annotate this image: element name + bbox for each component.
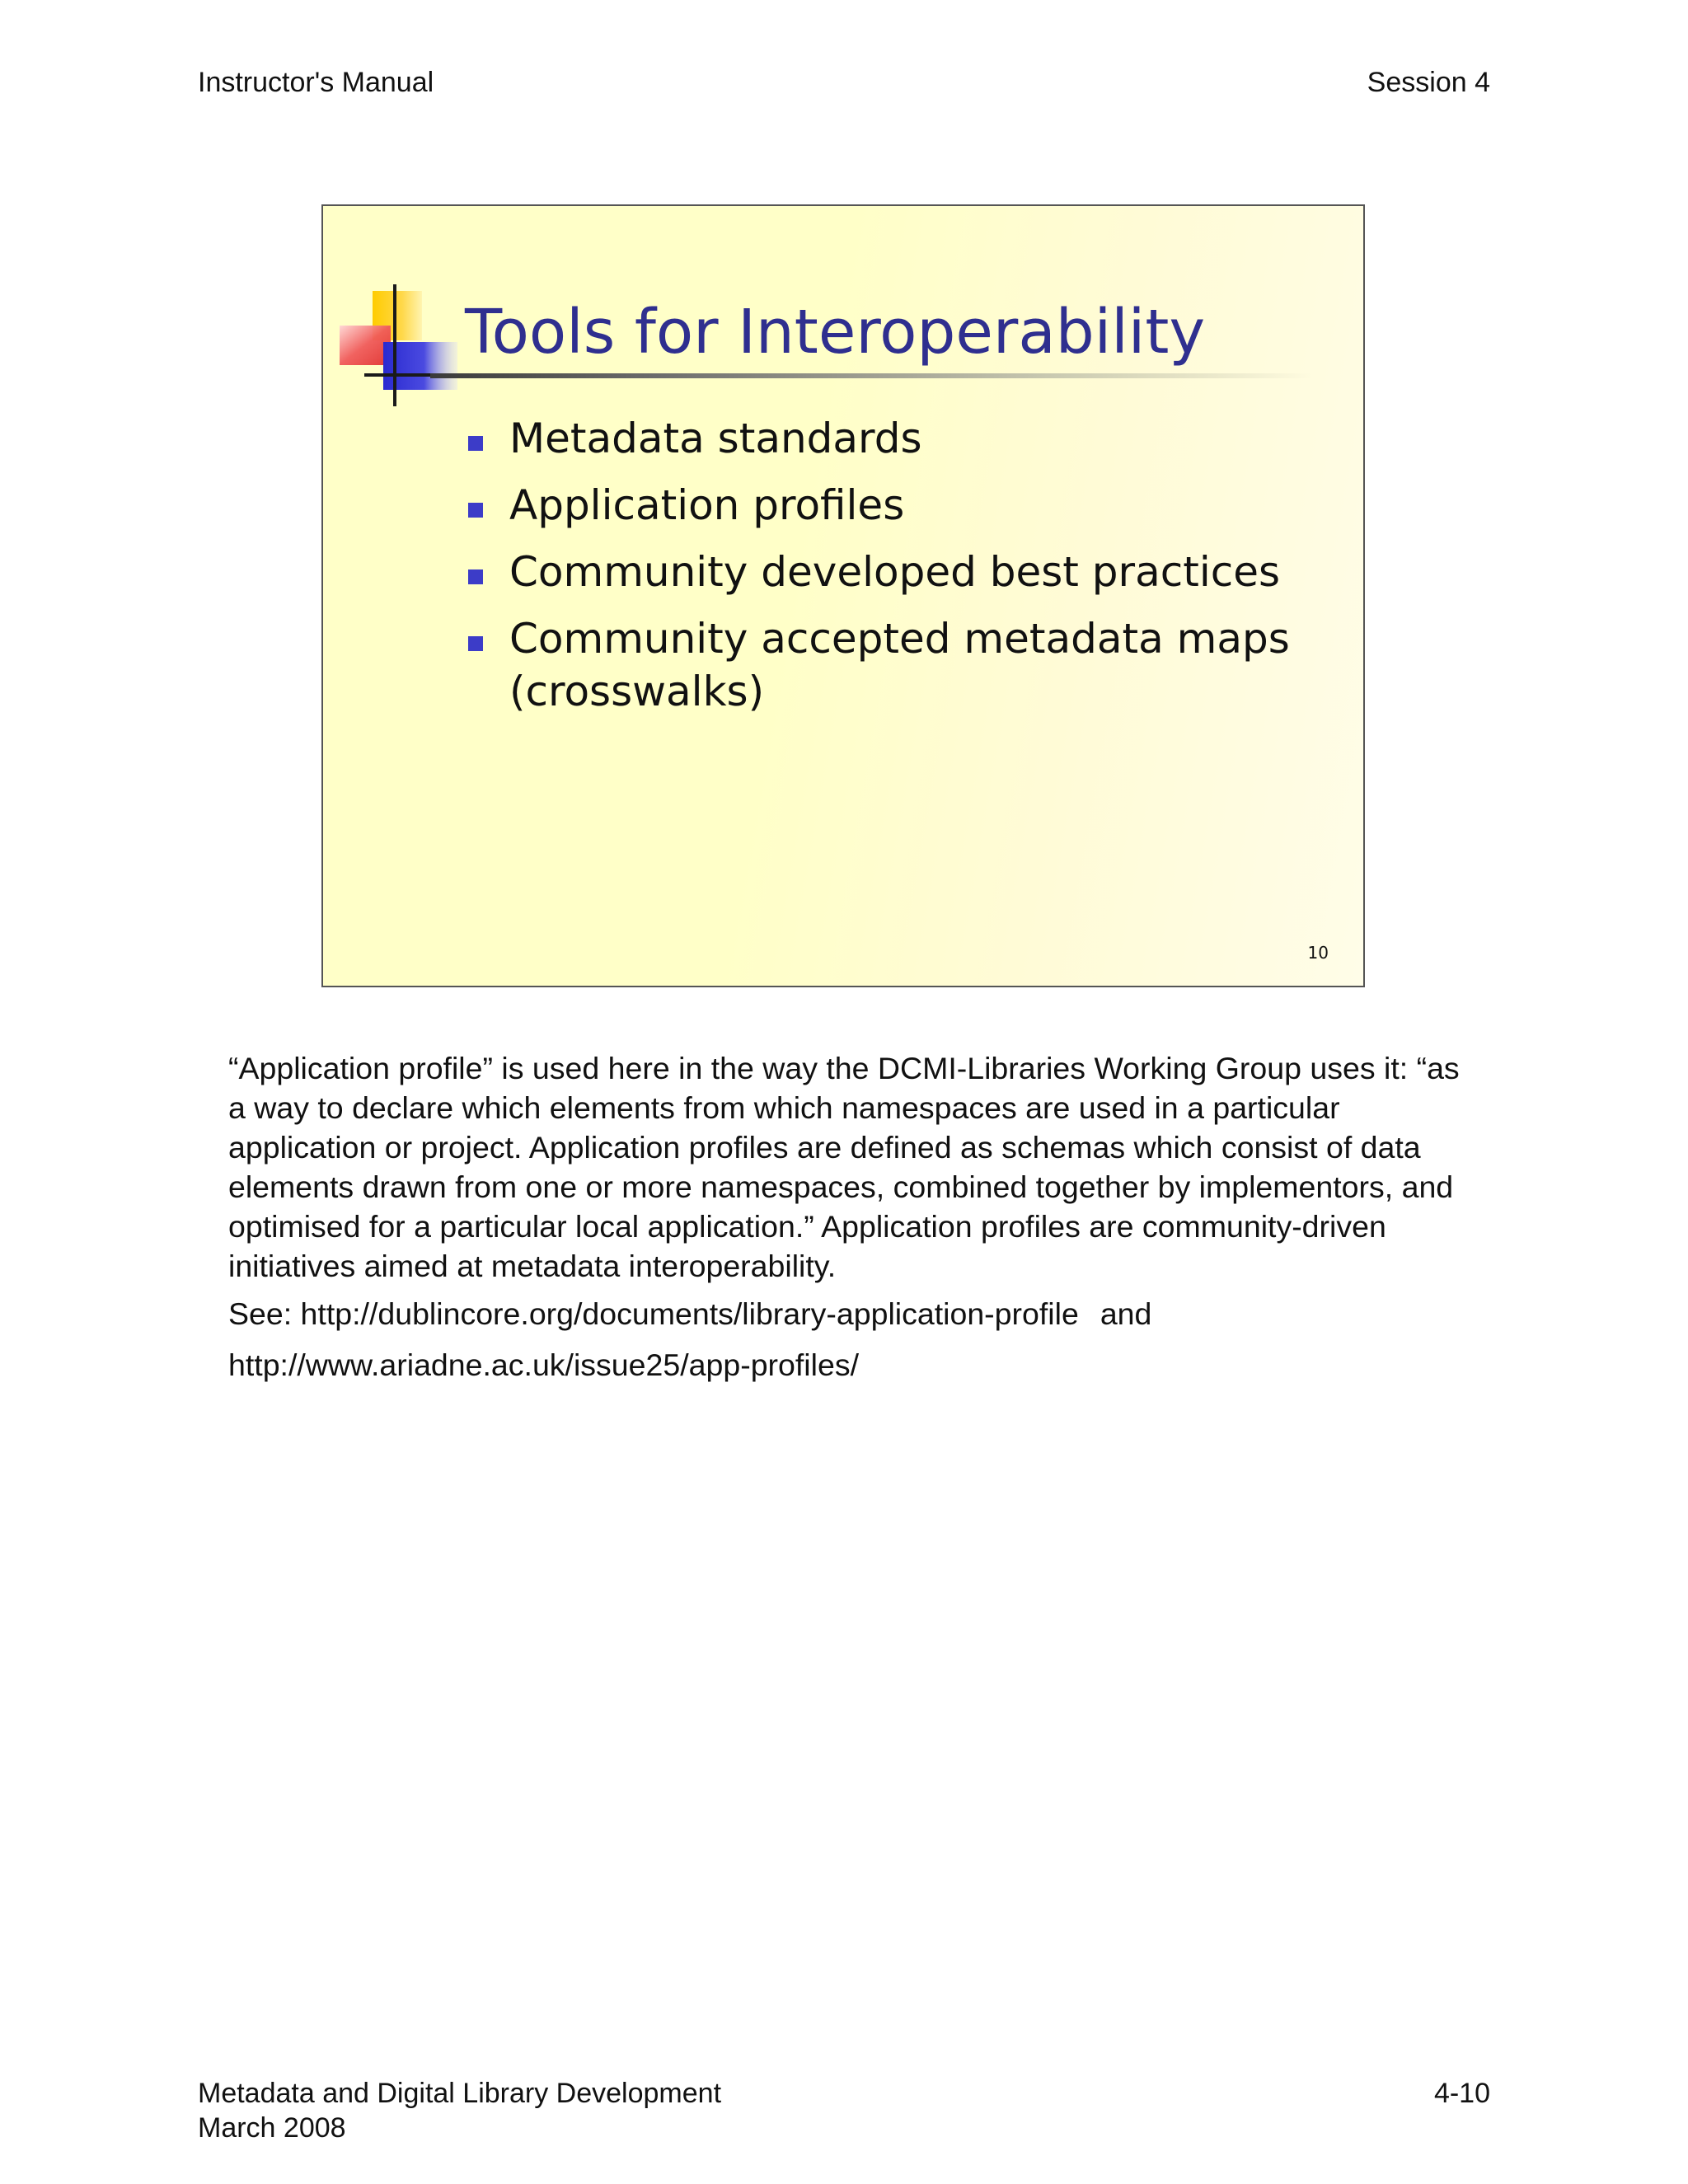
footer-course-title: Metadata and Digital Library Development bbox=[198, 2078, 722, 2109]
bullet-item bbox=[468, 546, 1325, 598]
header-session: Session 4 bbox=[1367, 67, 1490, 98]
slide-number: 10 bbox=[1307, 943, 1329, 963]
title-underline bbox=[430, 373, 1312, 378]
notes-url-line[interactable]: http://www.ariadne.ac.uk/issue25/app-profiles/ bbox=[228, 1347, 859, 1382]
square-bullet-icon bbox=[468, 569, 483, 584]
slide-title: Tools for Interoperability bbox=[465, 297, 1206, 368]
bullet-text: Community accepted metadata maps (crosswalks) bbox=[509, 615, 1290, 715]
bullet-text: Metadata standards bbox=[509, 415, 922, 462]
square-bullet-icon bbox=[468, 503, 483, 518]
notes-see-line bbox=[228, 1294, 1481, 1333]
slide-bullet-list bbox=[468, 412, 1325, 732]
bullet-text: Community developed best practices bbox=[509, 548, 1281, 596]
instructor-notes bbox=[228, 1048, 1481, 1385]
header-manual-title: Instructor's Manual bbox=[198, 67, 434, 98]
bullet-item bbox=[468, 412, 1325, 465]
bullet-item bbox=[468, 479, 1325, 532]
square-bullet-icon bbox=[468, 436, 483, 451]
see-and: and bbox=[1100, 1296, 1152, 1331]
notes-paragraph: “Application profile” is used here in the way the DCMI-Libraries Working Group uses it: “as a way to declare which elements from which namespaces are used in a particular application or project. Application profiles are defined as schemas which consist of data elements drawn from one or more namespaces, combined together by implementors, and optimised for a particular local application.” Application profiles are community-driven initiatives aimed at metadata interoperability. bbox=[228, 1051, 1460, 1283]
slide-frame bbox=[321, 204, 1365, 987]
overlapping-squares-logo-icon bbox=[335, 284, 467, 408]
see-link-text[interactable]: See: http://dublincore.org/documents/library-application-profile bbox=[228, 1296, 1079, 1331]
footer-page-number: 4-10 bbox=[1433, 2078, 1490, 2109]
bullet-text: Application profiles bbox=[509, 481, 905, 529]
bullet-item bbox=[468, 612, 1325, 718]
footer-date: March 2008 bbox=[198, 2112, 346, 2144]
square-bullet-icon bbox=[468, 636, 483, 651]
